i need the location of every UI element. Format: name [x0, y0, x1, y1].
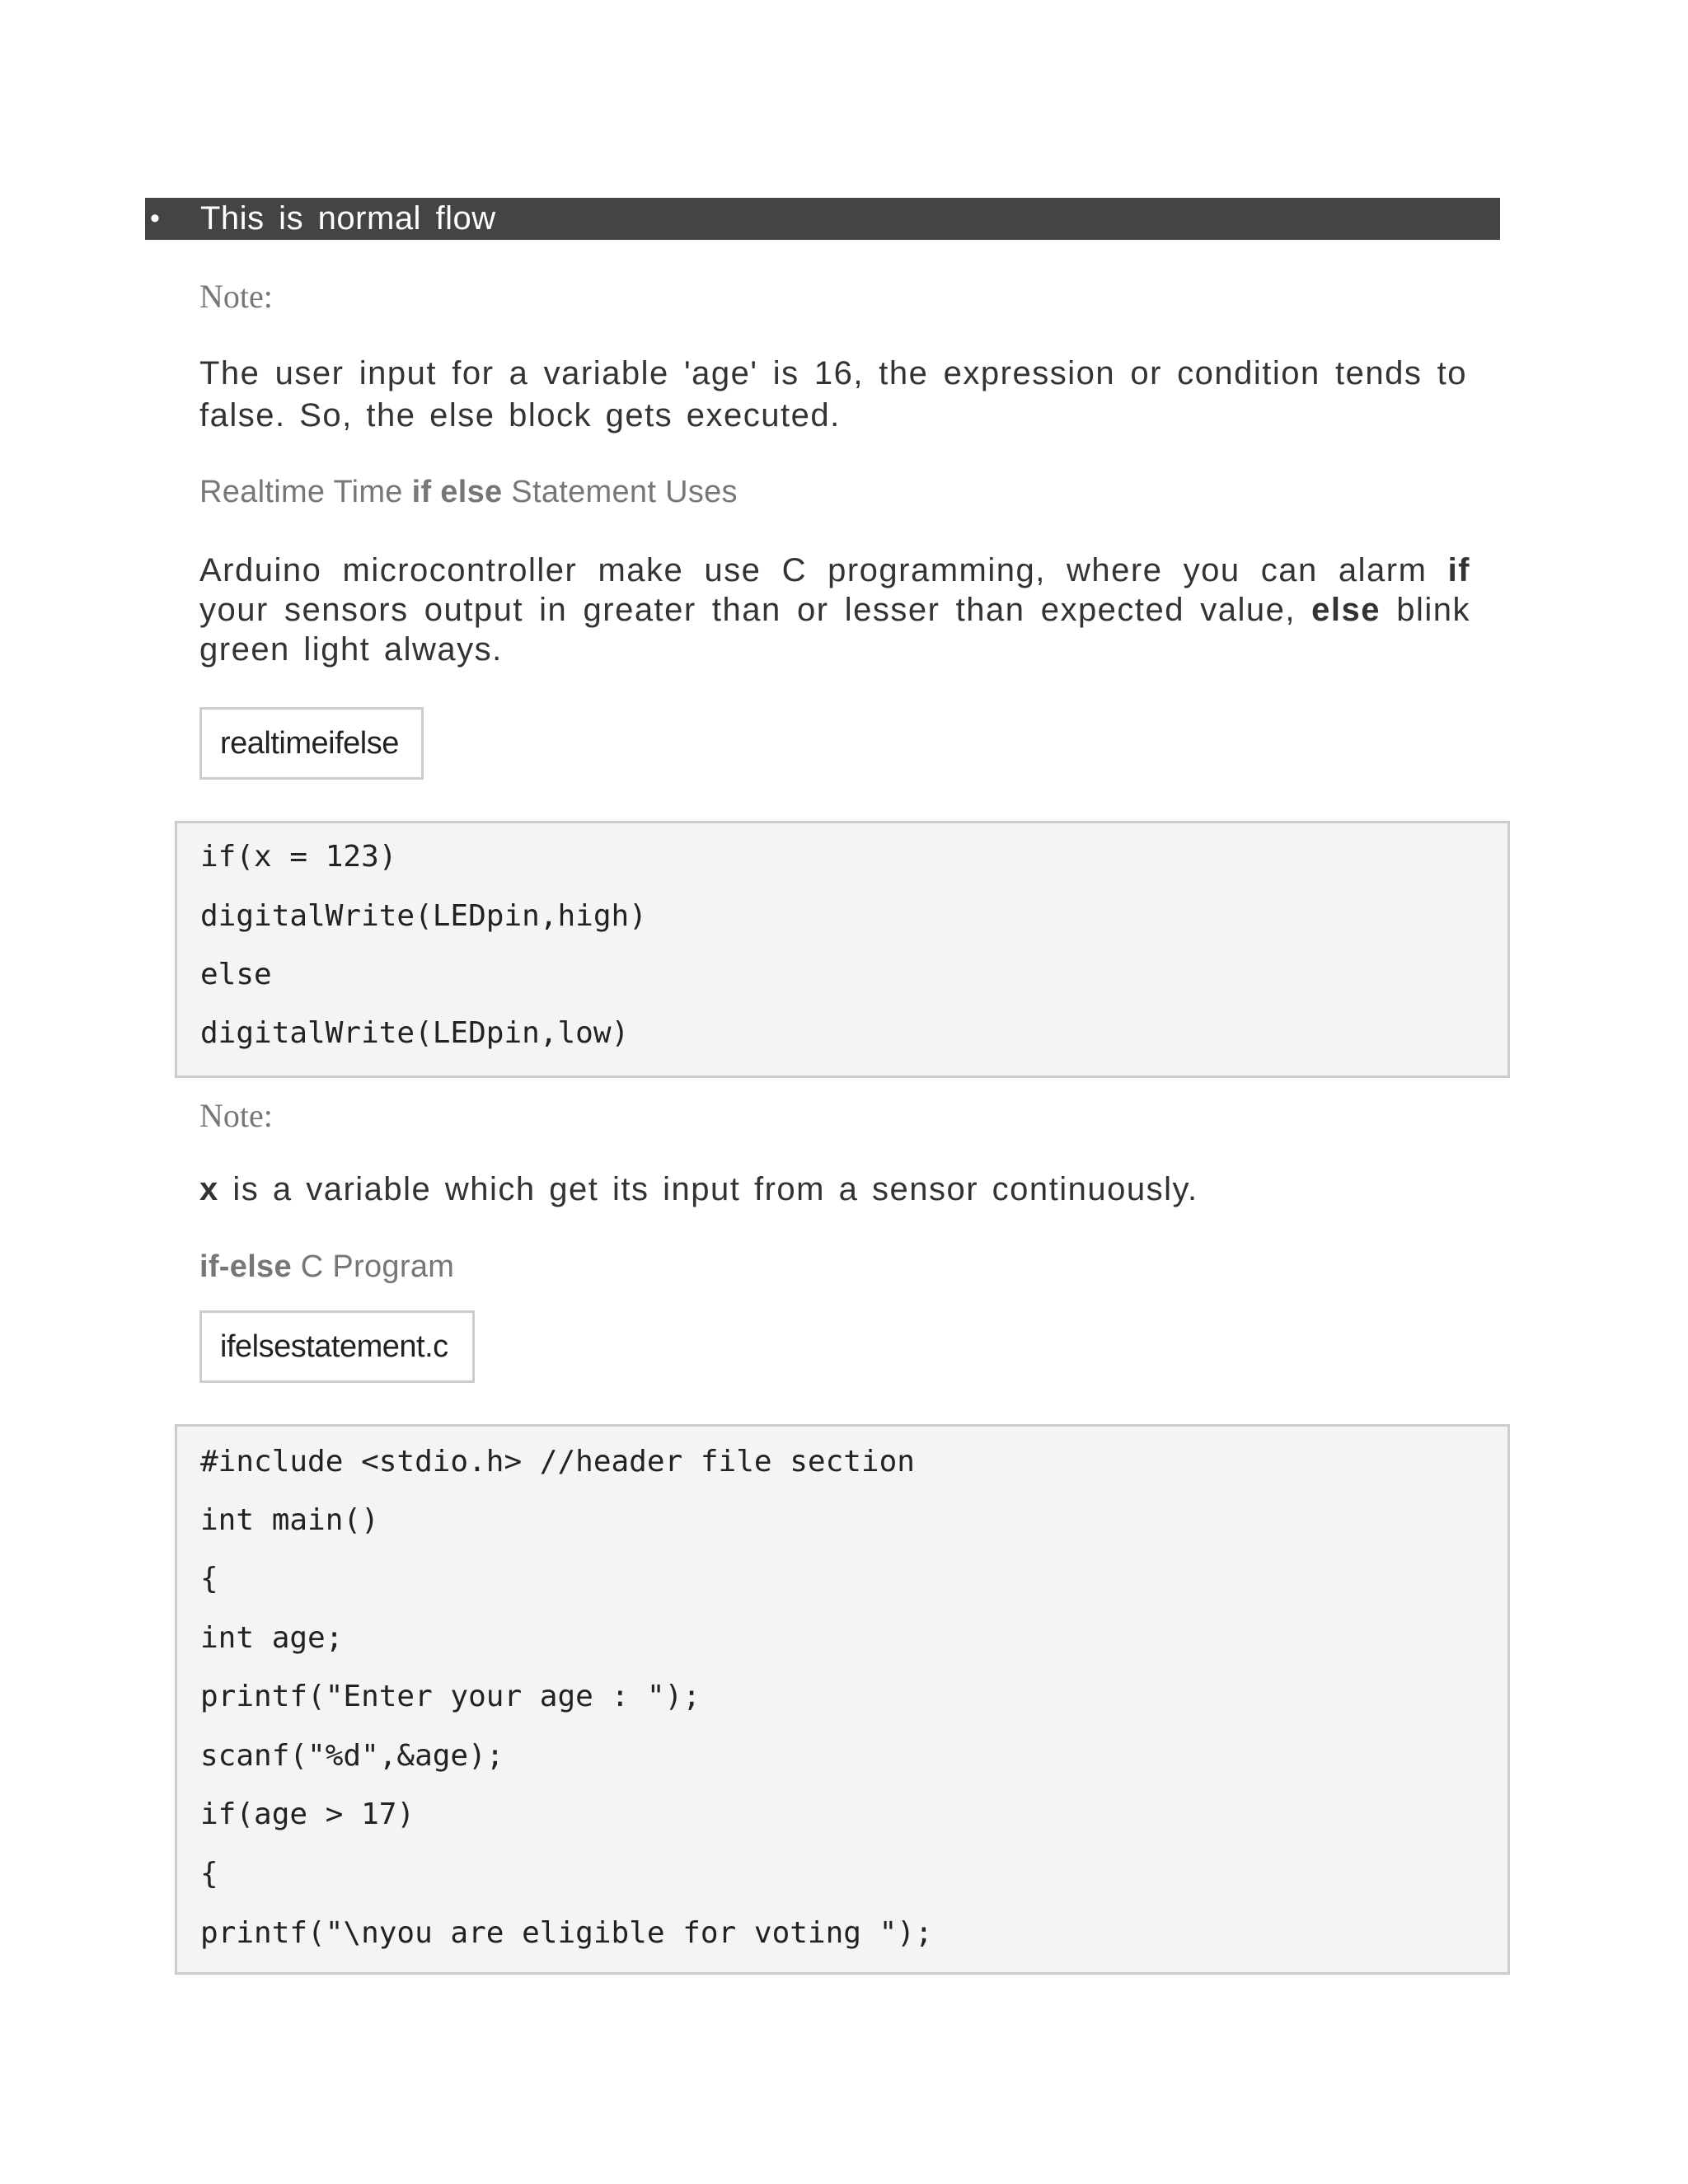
heading-keyword: if-else — [199, 1249, 292, 1284]
file-tab-ifelsestatement[interactable]: ifelsestatement.c — [199, 1310, 475, 1383]
heading-text: Statement Uses — [502, 475, 738, 509]
heading-text: C Program — [291, 1249, 455, 1284]
note-label: Note: — [199, 278, 273, 315]
explanation-paragraph: The user input for a variable 'age' is 16, the expression or condition tends to false. So, the else block gets executed. — [199, 355, 1467, 434]
bullet-dot: • — [150, 203, 160, 234]
sensor-paragraph — [199, 1169, 1493, 1211]
code-line: { — [200, 1857, 218, 1891]
code-line: else — [200, 958, 272, 991]
code-line: digitalWrite(LEDpin,high) — [200, 899, 647, 933]
paragraph-text: your sensors output in greater than or lesser than expected value, — [199, 592, 1312, 628]
file-tab-realtimeifelse[interactable]: realtimeifelse — [199, 707, 424, 780]
code-line: int age; — [200, 1621, 344, 1655]
code-line: #include <stdio.h> //header file section — [200, 1445, 915, 1479]
arduino-paragraph — [199, 551, 1470, 669]
code-line: if(x = 123) — [200, 840, 397, 874]
paragraph-text: blink green light always. — [199, 592, 1470, 668]
code-line: int main() — [200, 1503, 379, 1537]
code-line: printf("Enter your age : "); — [200, 1680, 701, 1713]
bullet-heading-bar — [145, 198, 1500, 240]
heading-text: Realtime Time — [199, 475, 412, 509]
code-block-arduino — [175, 821, 1510, 1078]
bullet-heading-text: This is normal flow — [200, 200, 496, 237]
code-line: digitalWrite(LEDpin,low) — [200, 1016, 630, 1050]
keyword-if: if — [1447, 552, 1470, 588]
section-heading-realtime — [199, 475, 738, 510]
keyword-else: else — [1311, 592, 1381, 628]
code-line: printf("\nyou are eligible for voting "); — [200, 1916, 933, 1950]
variable-x: x — [199, 1171, 219, 1207]
code-line: { — [200, 1562, 218, 1596]
code-block-c-program — [175, 1424, 1510, 1975]
section-heading-c-program — [199, 1249, 454, 1285]
heading-keyword: if else — [411, 475, 503, 509]
paragraph-text: is a variable which get its input from a sensor continuously. — [218, 1171, 1198, 1207]
code-line: if(age > 17) — [200, 1797, 415, 1831]
paragraph-text: Arduino microcontroller make use C programming, where you can alarm — [199, 552, 1448, 588]
note-label: Note: — [199, 1097, 273, 1134]
code-line: scanf("%d",&age); — [200, 1739, 504, 1773]
